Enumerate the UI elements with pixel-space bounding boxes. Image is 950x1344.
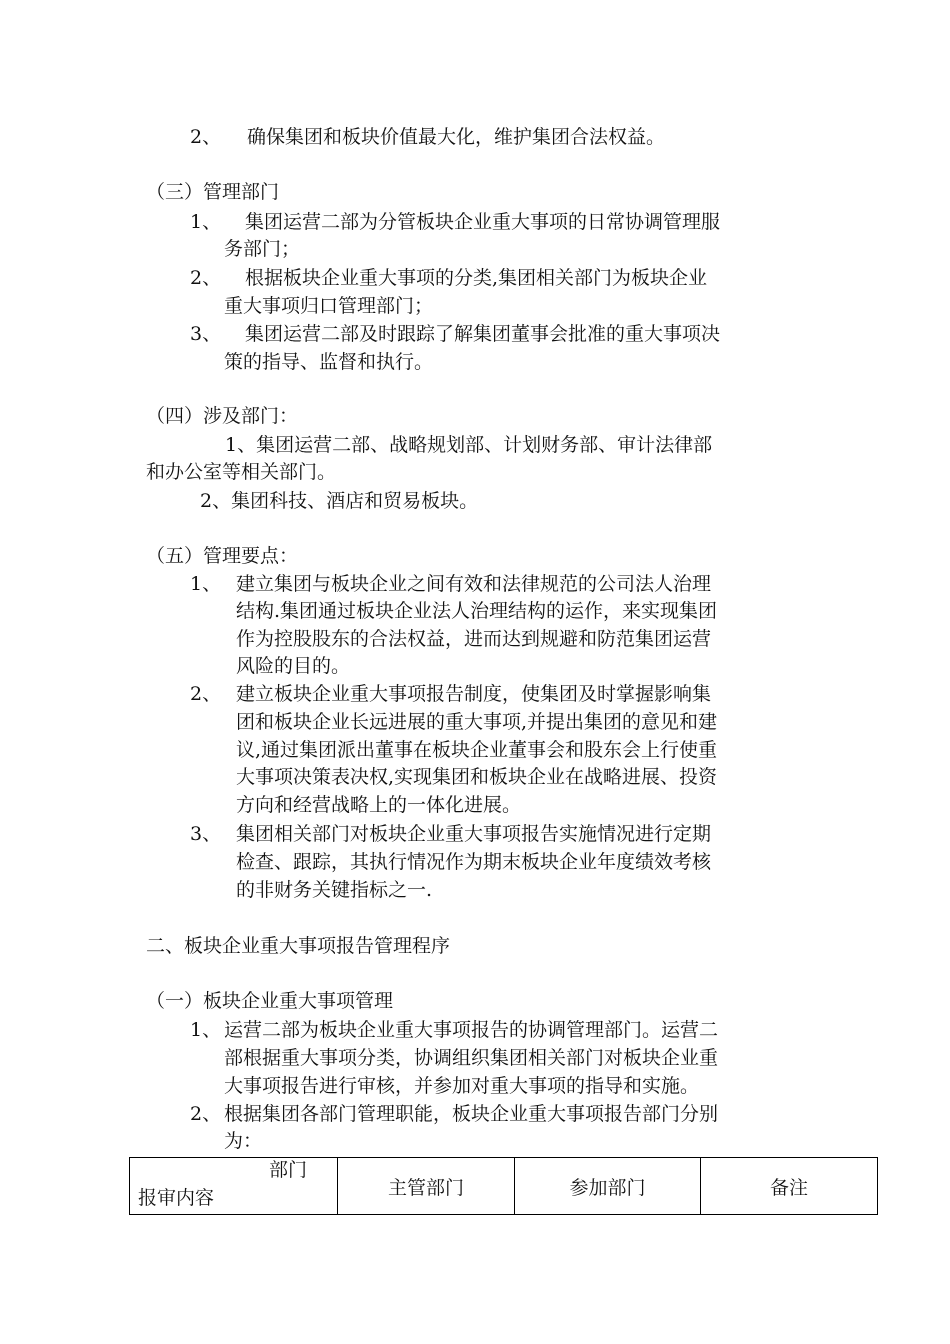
table-header-cell: 备注 bbox=[701, 1158, 878, 1215]
list-item-line: 建立集团与板块企业之间有效和法律规范的公司法人治理 bbox=[236, 573, 712, 595]
list-item-line: 结构.集团通过板块企业法人治理结构的运作，来实现集团 bbox=[236, 600, 718, 622]
list-number: 2、 bbox=[190, 126, 222, 148]
list-item-line: 根据板块企业重大事项的分类,集团相关部门为板块企业 bbox=[245, 267, 708, 289]
list-number: 2、 bbox=[190, 683, 222, 705]
list-item-line: 大事项决策表决权,实现集团和板块企业在战略进展、投资 bbox=[236, 766, 718, 788]
list-item-line: 方向和经营战略上的一体化进展。 bbox=[236, 794, 522, 816]
report-departments-table bbox=[129, 1157, 878, 1215]
list-item-line: 运营二部为板块企业重大事项报告的协调管理部门。运营二 bbox=[224, 1019, 719, 1041]
list-item-line: 议,通过集团派出董事在板块企业董事会和股东会上行使重 bbox=[236, 739, 718, 761]
list-item-line: 建立板块企业重大事项报告制度，使集团及时掌握影响集 bbox=[236, 683, 712, 705]
list-number: 3、 bbox=[190, 323, 222, 345]
list-item-line: 集团运营二部及时跟踪了解集团董事会批准的重大事项决 bbox=[245, 323, 721, 345]
list-item-line: 作为控股股东的合法权益，进而达到规避和防范集团运营 bbox=[236, 628, 712, 650]
corner-label-department: 部门 bbox=[268, 1159, 307, 1181]
list-item-line: 的非财务关键指标之一. bbox=[236, 879, 433, 901]
list-item-line: 集团运营二部为分管板块企业重大事项的日常协调管理服 bbox=[245, 211, 721, 233]
list-number: 1、 bbox=[190, 573, 222, 595]
list-item-line: 务部门； bbox=[224, 238, 301, 260]
list-item-line: 根据集团各部门管理职能，板块企业重大事项报告部门分别 bbox=[224, 1103, 719, 1125]
list-number: 3、 bbox=[190, 823, 222, 845]
list-number: 1、 bbox=[190, 1019, 222, 1041]
paragraph-text: 和办公室等相关部门。 bbox=[146, 461, 337, 483]
subsection-heading-major-matters: （一）板块企业重大事项管理 bbox=[146, 990, 394, 1012]
section-heading-management-dept: （三）管理部门 bbox=[146, 181, 280, 203]
paragraph-text: 1、集团运营二部、战略规划部、计划财务部、审计法律部 bbox=[225, 434, 713, 456]
list-item-line: 策的指导、监督和执行。 bbox=[224, 351, 434, 373]
list-item-line: 为： bbox=[224, 1130, 263, 1152]
table-header-row bbox=[130, 1158, 878, 1215]
list-number: 2、 bbox=[190, 267, 222, 289]
list-number: 2、 bbox=[190, 1103, 222, 1125]
paragraph-text: 确保集团和板块价值最大化，维护集团合法权益。 bbox=[247, 126, 666, 148]
paragraph-text: 2、集团科技、酒店和贸易板块。 bbox=[200, 490, 479, 512]
list-item-line: 大事项报告进行审核，并参加对重大事项的指导和实施。 bbox=[224, 1075, 700, 1097]
list-item-line: 重大事项归口管理部门； bbox=[224, 295, 434, 317]
list-item-line: 集团相关部门对板块企业重大事项报告实施情况进行定期 bbox=[236, 823, 712, 845]
part-heading-reporting-procedure: 二、板块企业重大事项报告管理程序 bbox=[146, 935, 451, 957]
list-item-line: 检查、跟踪，其执行情况作为期末板块企业年度绩效考核 bbox=[236, 851, 712, 873]
list-item-line: 部根据重大事项分类，协调组织集团相关部门对板块企业重 bbox=[224, 1047, 719, 1069]
list-number: 1、 bbox=[190, 211, 222, 233]
table-header-cell: 参加部门 bbox=[515, 1158, 701, 1215]
table-header-cell: 主管部门 bbox=[338, 1158, 515, 1215]
table-corner-cell bbox=[130, 1158, 338, 1215]
corner-label-content: 报审内容 bbox=[138, 1187, 215, 1209]
section-heading-related-depts: （四）涉及部门： bbox=[146, 405, 299, 427]
list-item-line: 风险的目的。 bbox=[236, 655, 351, 677]
list-item-line: 团和板块企业长远进展的重大事项,并提出集团的意见和建 bbox=[236, 711, 718, 733]
section-heading-key-points: （五）管理要点： bbox=[146, 545, 299, 567]
